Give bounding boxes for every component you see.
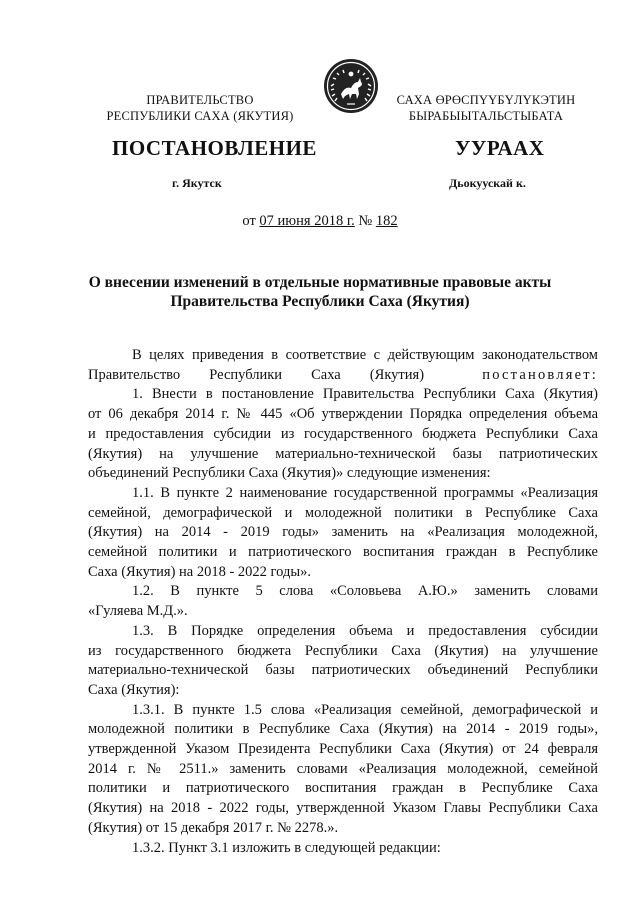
resolves-word: постановляет: <box>482 366 598 383</box>
body-line: (Якутия) на 2014 - 2019 годы» заменить на «Реализация молодежной, <box>88 524 598 541</box>
body-line: 1.1. В пункте 2 наименование государственной программы «Реализация <box>132 484 598 501</box>
body-line: 1. Внести в постановление Правительства Республики Саха (Якутия) <box>132 386 598 403</box>
coat-of-arms-emblem <box>323 58 379 114</box>
body-line: утвержденной Указом Президента Республики Саха (Якутия) от 24 февраля <box>88 741 598 758</box>
body-line: и предоставления субсидии из государственного бюджета Республики Саха <box>88 425 598 442</box>
government-name-sah-line2: БЫРАБЫЫТАЛЬСТЫБАТА <box>408 109 564 123</box>
heading-line2: Правительства Республики Саха (Якутия) <box>170 293 470 310</box>
body-line: 2014 г. № 2511.» заменить словами «Реализация молодежной, семейной <box>88 760 598 777</box>
city-ru: г. Якутск <box>172 176 222 190</box>
document-type-sah: УУРААХ <box>455 136 545 160</box>
body-line: Саха (Якутия): <box>88 681 180 698</box>
document-type-ru: ПОСТАНОВЛЕНИЕ <box>112 136 317 160</box>
body-line: материально-технической базы патриотических объединений Республики <box>88 662 598 679</box>
government-name-ru-line2: РЕСПУБЛИКИ САХА (ЯКУТИЯ) <box>106 109 294 123</box>
government-name-ru <box>95 92 305 124</box>
body-line: молодежной политики в Республике Саха (Якутия) на 2014 - 2019 годы», <box>88 721 598 738</box>
city-sah: Дьокуускай к. <box>449 176 526 190</box>
body-line: Саха (Якутия) на 2018 - 2022 годы». <box>88 563 311 580</box>
body-line: из государственного бюджета Республики Саха (Якутия) на улучшение <box>88 642 598 659</box>
government-name-sah <box>376 92 596 124</box>
body-line: 1.3.1. В пункте 1.5 слова «Реализация семейной, демографической и <box>132 701 598 718</box>
document-date-line <box>0 213 640 230</box>
body-line: 1.2. В пункте 5 слова «Соловьева А.Ю.» заменить словами <box>132 583 598 600</box>
body-line: семейной, демографической и молодежной политики в Республике Саха <box>88 504 598 521</box>
government-name-ru-line1: ПРАВИТЕЛЬСТВО <box>146 93 254 107</box>
date-prefix: от <box>242 213 256 229</box>
body-line: «Гуляева М.Д.». <box>88 603 188 620</box>
body-line: В целях приведения в соответствие с действующим законодательством <box>132 347 598 363</box>
body-line: 1.3.2. Пункт 3.1 изложить в следующей редакции: <box>132 839 441 856</box>
body-line: (Якутия) на 2018 - 2022 годы, утвержденной Указом Главы Республики Саха <box>88 800 598 817</box>
body-line: Правительство Республики Саха (Якутия) постановляет: <box>88 366 598 383</box>
number-sign: № <box>358 213 373 229</box>
body-line: 1.3. В Порядке определения объема и предоставления субсидии <box>132 622 598 639</box>
heading-line1: О внесении изменений в отдельные нормативные правовые акты <box>88 274 552 291</box>
document-number: 182 <box>375 213 398 229</box>
document-body <box>88 346 598 858</box>
body-line: (Якутия) на улучшение материально-технической базы патриотических <box>88 445 598 462</box>
body-line: от 06 декабря 2014 г. № 445 «Об утверждении Порядка определения объема <box>88 406 598 423</box>
document-heading <box>60 273 580 311</box>
government-name-sah-line1: САХА ӨРӨСПҮҮБҮЛҮКЭТИН <box>396 93 576 107</box>
body-line: объединений Республики Саха (Якутия)» следующие изменения: <box>88 465 491 482</box>
body-line: политики и патриотического воспитания граждан в Республике Саха <box>88 780 598 797</box>
body-line: (Якутия) от 15 декабря 2017 г. № 2278.». <box>88 819 339 836</box>
date-value: 07 июня 2018 г. <box>259 213 355 229</box>
body-line: семейной политики и патриотического воспитания граждан в Республике <box>88 544 598 561</box>
